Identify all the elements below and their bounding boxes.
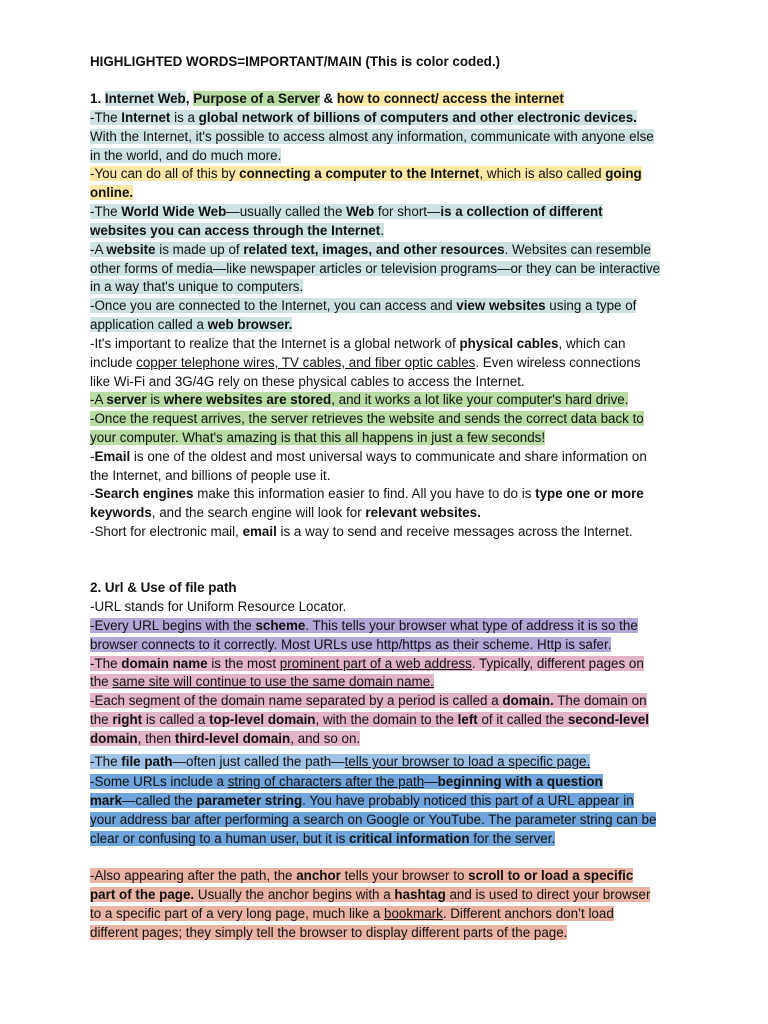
text-segment: critical information <box>349 831 470 846</box>
text-segment: to a specific part of a very long page, much like a <box>90 906 385 921</box>
text-line <box>90 372 525 391</box>
text-line <box>90 221 384 240</box>
text-segment: how to connect/ access the internet <box>336 91 564 106</box>
text-segment: global network of billions of computers and other electronic devices. <box>198 110 637 125</box>
text-segment: for the server. <box>469 831 556 846</box>
text-segment: string of characters after the path <box>227 774 425 789</box>
text-segment: online. <box>90 185 134 200</box>
text-segment: The domain on <box>553 693 647 708</box>
text-segment: Search engines <box>94 486 194 501</box>
text-segment: browser connects to it correctly. Most URLs use http/https as their scheme. Http is safer. <box>90 637 612 652</box>
text-line <box>90 484 644 503</box>
text-line <box>90 259 660 278</box>
text-line <box>90 428 545 447</box>
text-segment: Internet <box>121 110 171 125</box>
text-line <box>90 672 434 691</box>
text-segment: . Typically, different pages on <box>471 656 644 671</box>
text-segment: is a collection of different <box>440 204 603 219</box>
text-segment: Web <box>346 204 375 219</box>
text-segment: physical cables <box>459 336 559 351</box>
text-segment: your computer. What's amazing is that this all happens in just a few seconds! <box>90 430 546 445</box>
text-line <box>90 183 133 202</box>
text-line <box>90 277 303 296</box>
text-segment: is a <box>170 110 199 125</box>
text-segment: 1. <box>90 91 105 106</box>
text-segment: like Wi-Fi and 3G/4G rely on these physical cables to access the Internet. <box>90 374 525 389</box>
text-segment: bookmark <box>384 906 443 921</box>
text-segment: hashtag <box>394 887 446 902</box>
text-segment: -You can do all of this by <box>90 166 240 181</box>
text-segment: connecting a computer to the Internet <box>239 166 480 181</box>
text-segment: -The <box>90 204 122 219</box>
text-segment: Email <box>94 449 131 464</box>
text-segment: of it called the <box>477 712 568 727</box>
text-line <box>90 409 644 428</box>
text-segment: -Also appearing after the path, the <box>90 868 297 883</box>
text-line <box>90 691 647 710</box>
text-line <box>90 89 564 108</box>
text-segment: 2. Url & Use of file path <box>90 580 237 595</box>
text-segment: —often just called the path— <box>172 754 345 769</box>
text-segment: different pages; they simply tell the browser to display different parts of the page. <box>90 925 568 940</box>
text-segment: the Internet, and billions of people use it. <box>90 468 331 483</box>
text-segment: . Even wireless connections <box>475 355 641 370</box>
text-segment: mark <box>90 793 123 808</box>
text-segment: Purpose of a Server <box>193 91 320 106</box>
text-segment: is called a <box>142 712 210 727</box>
text-segment: scheme <box>255 618 306 633</box>
text-segment: & <box>319 91 337 106</box>
text-line <box>90 108 637 127</box>
text-segment: in the world, and do much more. <box>90 148 282 163</box>
text-segment: is a way to send and receive messages across the Internet. <box>276 524 633 539</box>
text-line <box>90 597 346 616</box>
text-segment: domain name <box>121 656 208 671</box>
text-line <box>90 810 656 829</box>
text-segment: include <box>90 355 137 370</box>
text-segment: -Once the request arrives, the server retrieves the website and sends the correct data back to <box>90 411 644 426</box>
text-segment: parameter string <box>196 793 303 808</box>
text-line <box>90 710 649 729</box>
text-segment: -The <box>90 110 122 125</box>
text-segment: -It's important to realize that the Internet is a global network of <box>90 336 460 351</box>
text-line <box>90 202 603 221</box>
text-segment: —called the <box>122 793 197 808</box>
text-line <box>90 447 647 466</box>
text-segment: —usually called the <box>226 204 347 219</box>
text-segment: tells your browser to <box>340 868 469 883</box>
text-segment: website <box>106 242 156 257</box>
text-segment: domain. <box>502 693 554 708</box>
text-segment: in a way that's unique to computers. <box>90 279 304 294</box>
text-line <box>90 791 634 810</box>
text-segment: , and the search engine will look for <box>151 505 366 520</box>
text-segment: same site will continue to use the same domain name. <box>112 674 434 689</box>
text-line <box>90 752 590 771</box>
text-segment: With the Internet, it's possible to access almost any information, communicate with anyone else <box>90 129 654 144</box>
text-line <box>90 885 650 904</box>
text-segment: , then <box>137 731 175 746</box>
text-segment: -Once you are connected to the Internet, you can access and <box>90 298 457 313</box>
text-segment: server <box>106 392 147 407</box>
text-segment: keywords <box>90 505 152 520</box>
text-segment: -A <box>90 242 107 257</box>
text-segment: HIGHLIGHTED WORDS=IMPORTANT/MAIN (This is color coded.) <box>90 54 501 69</box>
text-segment: . You have probably noticed this part of a URL appear in <box>302 793 634 808</box>
text-line <box>90 146 281 165</box>
text-segment: Usually the anchor begins with a <box>194 887 395 902</box>
text-segment: , which is also called <box>479 166 606 181</box>
text-segment: , with the domain to the <box>315 712 458 727</box>
text-segment: World Wide Web <box>121 204 227 219</box>
text-segment: make this information easier to find. All you have to do is <box>193 486 536 501</box>
text-segment: third-level domain <box>174 731 291 746</box>
text-segment: using a type of <box>545 298 637 313</box>
text-segment: part of the page. <box>90 887 195 902</box>
text-line <box>90 390 628 409</box>
text-segment: application called a <box>90 317 208 332</box>
text-segment: -The <box>90 656 122 671</box>
text-segment: -URL stands for Uniform Resource Locator. <box>90 599 347 614</box>
text-segment: scroll to or load a specific <box>468 868 634 883</box>
text-line <box>90 127 654 146</box>
text-segment: Internet Web <box>104 91 186 106</box>
text-segment: second-level <box>567 712 649 727</box>
text-line <box>90 578 237 597</box>
text-segment: domain <box>90 731 138 746</box>
text-segment: -A <box>90 392 107 407</box>
text-segment: top-level domain <box>209 712 316 727</box>
text-line <box>90 616 638 635</box>
text-line <box>90 522 633 541</box>
text-line <box>90 829 555 848</box>
text-segment: . Different anchors don’t load <box>442 906 614 921</box>
text-segment: related text, images, and other resources <box>243 242 505 257</box>
text-line <box>90 466 330 485</box>
text-segment: clear or confusing to a human user, but it is <box>90 831 350 846</box>
text-segment: - <box>90 449 95 464</box>
text-line <box>90 353 641 372</box>
text-line <box>90 635 611 654</box>
text-segment: -Some URLs include a <box>90 774 228 789</box>
text-segment: -The <box>90 754 122 769</box>
text-line <box>90 503 481 522</box>
text-segment: for short— <box>374 204 441 219</box>
text-line <box>90 866 633 885</box>
text-segment: other forms of media—like newspaper articles or television programs—or they can be interactive <box>90 261 661 276</box>
text-segment: tells your browser to load a specific page. <box>344 754 591 769</box>
text-segment: . <box>380 223 384 238</box>
text-line <box>90 296 636 315</box>
text-segment: going <box>605 166 642 181</box>
text-line <box>90 772 603 791</box>
text-segment: the <box>90 674 113 689</box>
text-line <box>90 904 614 923</box>
text-segment: is the most <box>207 656 280 671</box>
text-segment: websites you can access through the Internet <box>90 223 381 238</box>
text-line <box>90 334 626 353</box>
text-segment: beginning with a question <box>437 774 603 789</box>
text-segment: -Each segment of the domain name separated by a period is called a <box>90 693 503 708</box>
text-line <box>90 654 644 673</box>
text-segment: copper telephone wires, TV cables, and fiber optic cables <box>136 355 476 370</box>
text-segment: the <box>90 712 113 727</box>
text-segment: anchor <box>296 868 341 883</box>
text-segment: -Short for electronic mail, <box>90 524 243 539</box>
text-segment: -Every URL begins with the <box>90 618 256 633</box>
text-segment: . Websites can resemble <box>504 242 651 257</box>
text-segment: type one or more <box>535 486 644 501</box>
text-segment: , and so on. <box>290 731 361 746</box>
text-segment: right <box>112 712 143 727</box>
text-segment: view websites <box>456 298 546 313</box>
text-segment: file path <box>121 754 173 769</box>
text-segment: - <box>90 486 95 501</box>
text-segment: . This tells your browser what type of address it is so the <box>305 618 638 633</box>
text-segment: is made up of <box>155 242 244 257</box>
text-segment: web browser. <box>207 317 293 332</box>
text-line <box>90 729 360 748</box>
text-segment: , <box>185 91 194 106</box>
text-segment: is <box>146 392 164 407</box>
text-segment: , and it works a lot like your computer's hard drive. <box>331 392 629 407</box>
text-segment: , which can <box>558 336 626 351</box>
text-segment: left <box>457 712 478 727</box>
text-segment: relevant websites. <box>365 505 481 520</box>
text-segment: your address bar after performing a search on Google or YouTube. The parameter string can be <box>90 812 657 827</box>
text-segment: — <box>424 774 438 789</box>
text-line <box>90 240 651 259</box>
text-segment: prominent part of a web address <box>279 656 472 671</box>
text-segment: is one of the oldest and most universal ways to communicate and share information on <box>130 449 647 464</box>
text-line <box>90 164 642 183</box>
text-line <box>90 52 500 71</box>
text-segment: and is used to direct your browser <box>445 887 651 902</box>
text-line <box>90 923 567 942</box>
text-line <box>90 315 292 334</box>
text-segment: email <box>242 524 277 539</box>
text-segment: where websites are stored <box>163 392 332 407</box>
